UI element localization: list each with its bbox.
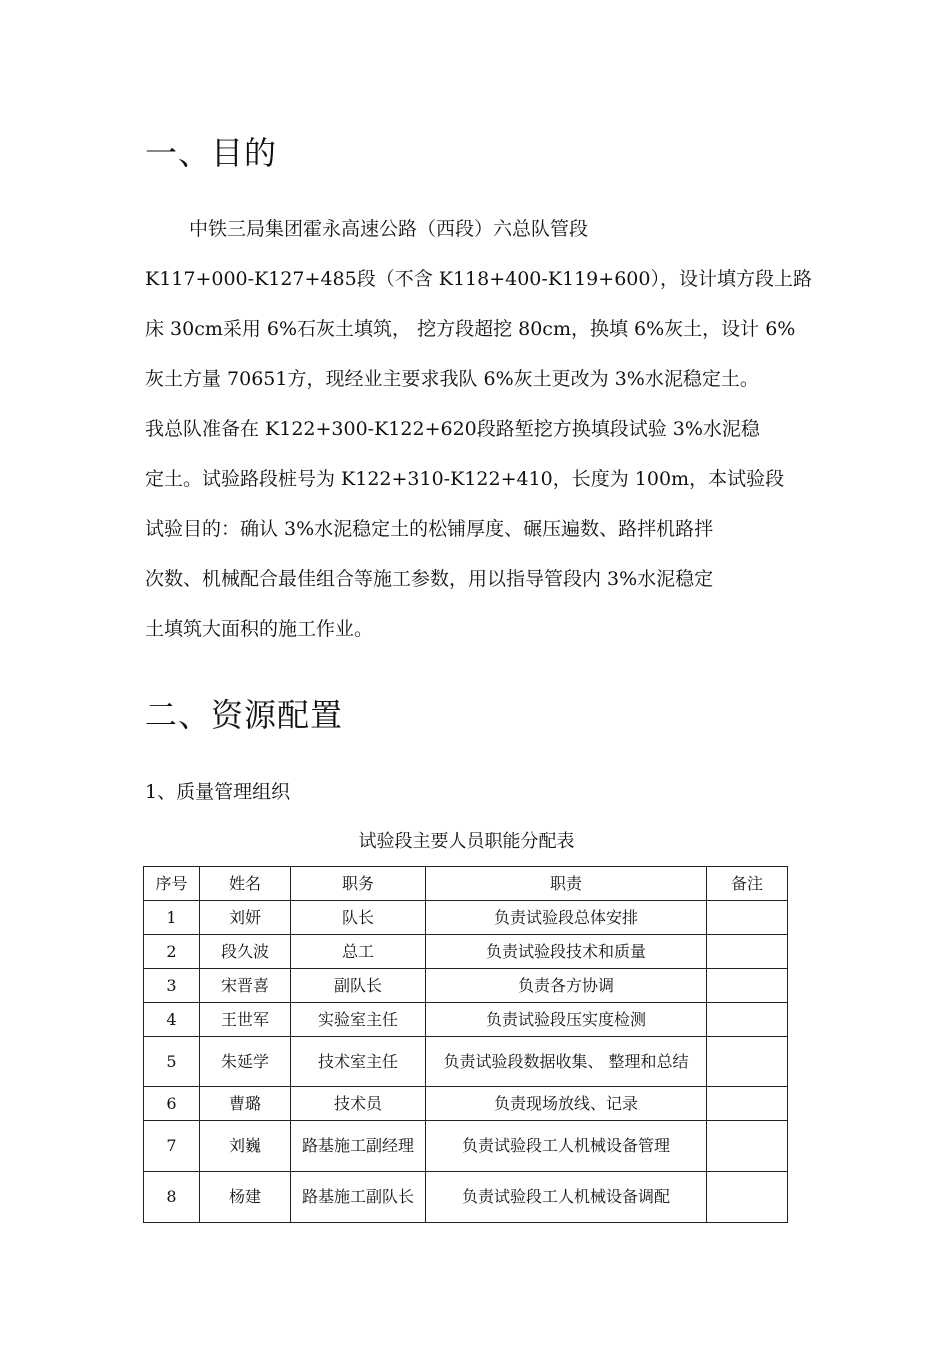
- cell-name: 朱延学: [200, 1037, 291, 1087]
- paragraph-line: K117+000-K127+485段（不含 K118+400-K119+600），设计填方段上路: [145, 268, 812, 290]
- section1-heading: 一、目的: [145, 134, 278, 172]
- cell-name: 宋晋喜: [200, 969, 291, 1003]
- cell-title: 队长: [291, 901, 426, 935]
- cell-title: 技术室主任: [291, 1037, 426, 1087]
- cell-note: [707, 1003, 788, 1037]
- cell-name: 杨建: [200, 1172, 291, 1223]
- cell-title: 技术员: [291, 1087, 426, 1121]
- cell-duty: 负责试验段总体安排: [426, 901, 707, 935]
- table-row: [144, 1037, 788, 1087]
- paragraph-line: 定土。试验路段桩号为 K122+310-K122+410，长度为 100m，本试验段: [145, 468, 785, 490]
- cell-title: 总工: [291, 935, 426, 969]
- cell-note: [707, 969, 788, 1003]
- cell-note: [707, 1037, 788, 1087]
- cell-no: 1: [144, 901, 200, 935]
- cell-duty: 负责各方协调: [426, 969, 707, 1003]
- table-row: [144, 1172, 788, 1223]
- cell-note: [707, 1121, 788, 1172]
- staff-duty-table: [143, 866, 788, 1223]
- cell-name: 刘妍: [200, 901, 291, 935]
- cell-title: 实验室主任: [291, 1003, 426, 1037]
- subheading-quality-management: 1、质量管理组织: [145, 781, 291, 803]
- paragraph-line: 床 30cm采用 6%石灰土填筑， 挖方段超挖 80cm，换填 6%灰土，设计 6%: [145, 318, 796, 340]
- table-row: [144, 969, 788, 1003]
- header-no: 序号: [144, 867, 200, 901]
- table-row: [144, 1003, 788, 1037]
- cell-duty: 负责试验段技术和质量: [426, 935, 707, 969]
- cell-title: 副队长: [291, 969, 426, 1003]
- table-row: [144, 1121, 788, 1172]
- cell-title: 路基施工副经理: [291, 1121, 426, 1172]
- header-title: 职务: [291, 867, 426, 901]
- cell-note: [707, 1172, 788, 1223]
- cell-no: 6: [144, 1087, 200, 1121]
- cell-name: 刘巍: [200, 1121, 291, 1172]
- cell-no: 8: [144, 1172, 200, 1223]
- section1-paragraph: [145, 204, 835, 654]
- section2-heading: 二、资源配置: [145, 696, 344, 734]
- cell-duty: 负责试验段工人机械设备调配: [426, 1172, 707, 1223]
- cell-note: [707, 901, 788, 935]
- cell-no: 2: [144, 935, 200, 969]
- cell-name: 王世军: [200, 1003, 291, 1037]
- cell-duty: 负责试验段数据收集、 整理和总结: [426, 1037, 707, 1087]
- cell-duty: 负责试验段工人机械设备管理: [426, 1121, 707, 1172]
- cell-note: [707, 1087, 788, 1121]
- cell-no: 7: [144, 1121, 200, 1172]
- header-note: 备注: [707, 867, 788, 901]
- cell-note: [707, 935, 788, 969]
- paragraph-line: 试验目的：确认 3%水泥稳定土的松铺厚度、碾压遍数、路拌机路拌: [145, 518, 714, 540]
- cell-name: 曹璐: [200, 1087, 291, 1121]
- cell-no: 4: [144, 1003, 200, 1037]
- cell-duty: 负责试验段压实度检测: [426, 1003, 707, 1037]
- paragraph-line: 土填筑大面积的施工作业。: [145, 618, 374, 640]
- table-title: 试验段主要人员职能分配表: [358, 831, 575, 852]
- table-row: [144, 1087, 788, 1121]
- table-row: [144, 935, 788, 969]
- table-row: [144, 901, 788, 935]
- header-duty: 职责: [426, 867, 707, 901]
- paragraph-line: 灰土方量 70651方，现经业主要求我队 6%灰土更改为 3%水泥稳定土。: [145, 368, 759, 390]
- cell-no: 3: [144, 969, 200, 1003]
- cell-title: 路基施工副队长: [291, 1172, 426, 1223]
- cell-duty: 负责现场放线、记录: [426, 1087, 707, 1121]
- paragraph-line: 次数、机械配合最佳组合等施工参数，用以指导管段内 3%水泥稳定: [145, 568, 714, 590]
- cell-no: 5: [144, 1037, 200, 1087]
- paragraph-line: 我总队准备在 K122+300-K122+620段路堑挖方换填段试验 3%水泥稳: [145, 418, 760, 440]
- cell-name: 段久波: [200, 935, 291, 969]
- header-name: 姓名: [200, 867, 291, 901]
- table-header-row: [144, 867, 788, 901]
- paragraph-line: 中铁三局集团霍永高速公路（西段）六总队管段: [189, 218, 589, 240]
